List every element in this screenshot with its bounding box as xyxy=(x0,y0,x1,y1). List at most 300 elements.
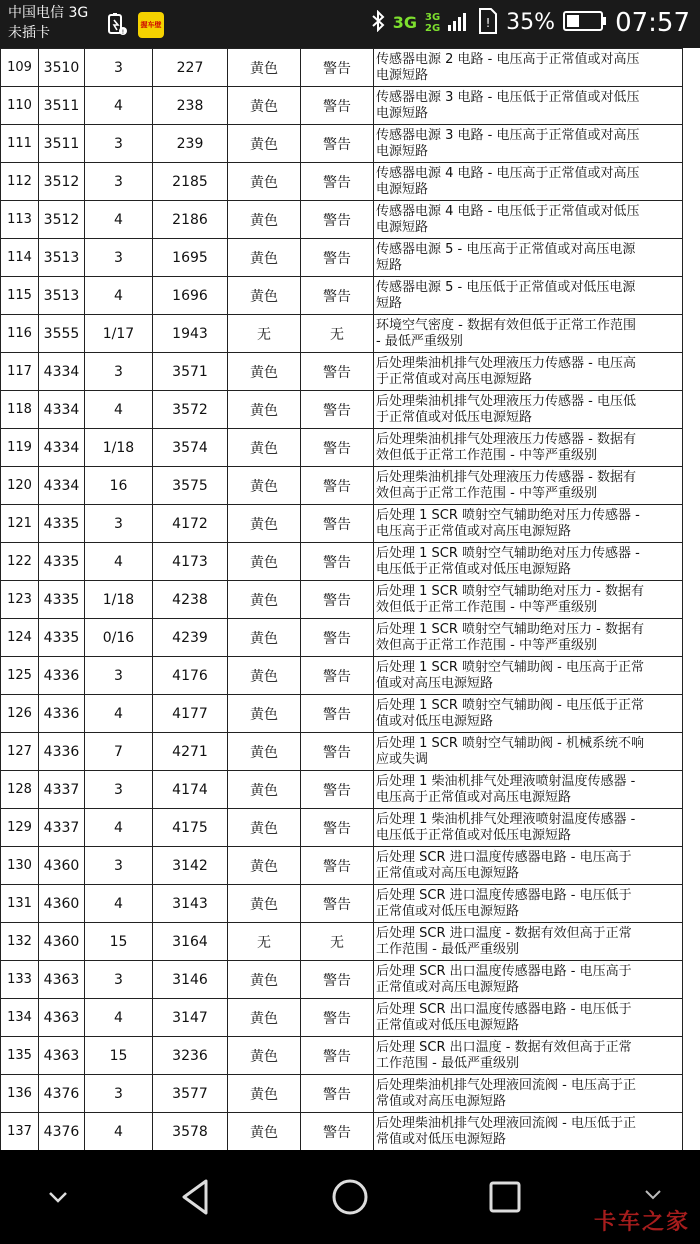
lamp-color-cell: 黄色 xyxy=(228,657,301,695)
lamp-color-cell: 黄色 xyxy=(228,391,301,429)
description-cell xyxy=(374,125,683,163)
description-line: 后处理 SCR 进口温度传感器电路 - 电压低于 xyxy=(376,887,632,903)
table-row xyxy=(1,201,683,239)
spn-cell: 4337 xyxy=(39,809,85,847)
lamp-color-cell: 黄色 xyxy=(228,581,301,619)
document-viewer[interactable] xyxy=(0,48,700,1150)
description-cell xyxy=(374,999,683,1037)
description-cell xyxy=(374,695,683,733)
spn-cell: 4363 xyxy=(39,961,85,999)
table-row xyxy=(1,885,683,923)
row-number-cell: 134 xyxy=(1,999,39,1037)
description-line: 效但高于正常工作范围 - 中等严重级别 xyxy=(376,637,597,653)
description-cell xyxy=(374,277,683,315)
table-row xyxy=(1,923,683,961)
description-line: 正常值或对低压电源短路 xyxy=(376,1017,520,1033)
fmi-cell: 3 xyxy=(85,49,153,87)
lamp-color-cell: 黄色 xyxy=(228,505,301,543)
fault-code-cell: 2185 xyxy=(153,163,228,201)
lamp-color-cell: 黄色 xyxy=(228,961,301,999)
spn-cell: 3512 xyxy=(39,201,85,239)
severity-cell: 警告 xyxy=(301,543,374,581)
description-cell xyxy=(374,353,683,391)
severity-cell: 警告 xyxy=(301,277,374,315)
row-number-cell: 133 xyxy=(1,961,39,999)
fault-code-cell: 3577 xyxy=(153,1075,228,1113)
fmi-cell: 3 xyxy=(85,771,153,809)
spn-cell: 4360 xyxy=(39,923,85,961)
spn-cell: 3512 xyxy=(39,163,85,201)
table-row xyxy=(1,391,683,429)
description-line: 值或对低压电源短路 xyxy=(376,713,494,729)
spn-cell: 3511 xyxy=(39,125,85,163)
spn-cell: 3555 xyxy=(39,315,85,353)
fmi-cell: 4 xyxy=(85,885,153,923)
description-line: 后处理 1 柴油机排气处理液喷射温度传感器 - xyxy=(376,811,636,827)
lamp-color-cell: 黄色 xyxy=(228,125,301,163)
spn-cell: 4334 xyxy=(39,353,85,391)
table-row xyxy=(1,847,683,885)
severity-cell: 警告 xyxy=(301,619,374,657)
fmi-cell: 1/17 xyxy=(85,315,153,353)
description-line: 传感器电源 5 - 电压高于正常值或对高压电源 xyxy=(376,241,636,257)
row-number-cell: 116 xyxy=(1,315,39,353)
fault-code-cell: 4176 xyxy=(153,657,228,695)
severity-cell: 警告 xyxy=(301,999,374,1037)
description-cell xyxy=(374,201,683,239)
row-number-cell: 117 xyxy=(1,353,39,391)
spn-cell: 4337 xyxy=(39,771,85,809)
fmi-cell: 3 xyxy=(85,163,153,201)
lamp-color-cell: 黄色 xyxy=(228,163,301,201)
description-line: 传感器电源 4 电路 - 电压低于正常值或对低压 xyxy=(376,203,640,219)
table-row xyxy=(1,467,683,505)
table-row xyxy=(1,353,683,391)
description-line: 应或失调 xyxy=(376,751,429,767)
table-row xyxy=(1,163,683,201)
fault-code-cell: 4177 xyxy=(153,695,228,733)
description-line: 后处理 SCR 出口温度传感器电路 - 电压低于 xyxy=(376,1001,632,1017)
description-line: 正常值或对高压电源短路 xyxy=(376,865,520,881)
row-number-cell: 123 xyxy=(1,581,39,619)
lamp-color-cell: 黄色 xyxy=(228,353,301,391)
description-cell xyxy=(374,315,683,353)
sim-status: 未插卡 xyxy=(8,25,50,41)
severity-cell: 警告 xyxy=(301,695,374,733)
row-number-cell: 120 xyxy=(1,467,39,505)
lamp-color-cell: 黄色 xyxy=(228,467,301,505)
description-line: 后处理 1 SCR 喷射空气辅助绝对压力 - 数据有 xyxy=(376,583,644,599)
description-line: 电压低于正常值或对低压电源短路 xyxy=(376,561,572,577)
carrier-name: 中国电信 3G xyxy=(8,5,89,21)
battery-icon xyxy=(563,10,607,36)
description-cell xyxy=(374,49,683,87)
fmi-cell: 4 xyxy=(85,543,153,581)
back-icon[interactable] xyxy=(170,1172,220,1222)
lamp-color-cell: 黄色 xyxy=(228,771,301,809)
fmi-cell: 3 xyxy=(85,847,153,885)
network-type: 3G xyxy=(392,13,417,32)
fault-code-cell: 3143 xyxy=(153,885,228,923)
table-row xyxy=(1,1113,683,1151)
fault-code-cell: 3575 xyxy=(153,467,228,505)
description-line: 值或对高压电源短路 xyxy=(376,675,494,691)
battery-percent: 35% xyxy=(506,10,556,35)
description-line: 后处理 1 SCR 喷射空气辅助阀 - 电压低于正常 xyxy=(376,697,644,713)
description-cell xyxy=(374,391,683,429)
description-line: 后处理 SCR 进口温度传感器电路 - 电压高于 xyxy=(376,849,632,865)
table-row xyxy=(1,49,683,87)
description-line: 后处理 1 SCR 喷射空气辅助绝对压力 - 数据有 xyxy=(376,621,644,637)
fault-code-cell: 4239 xyxy=(153,619,228,657)
lamp-color-cell: 黄色 xyxy=(228,277,301,315)
description-line: 传感器电源 5 - 电压低于正常值或对低压电源 xyxy=(376,279,636,295)
table-row xyxy=(1,543,683,581)
lamp-color-cell: 黄色 xyxy=(228,733,301,771)
lamp-color-cell: 黄色 xyxy=(228,87,301,125)
severity-cell: 警告 xyxy=(301,1075,374,1113)
row-number-cell: 129 xyxy=(1,809,39,847)
watermark: 卡车之家 xyxy=(593,1210,690,1235)
description-cell xyxy=(374,543,683,581)
lamp-color-cell: 黄色 xyxy=(228,999,301,1037)
sim-missing-icon xyxy=(478,7,498,39)
bluetooth-icon xyxy=(371,10,385,36)
description-line: 传感器电源 3 电路 - 电压高于正常值或对高压 xyxy=(376,127,640,143)
row-number-cell: 119 xyxy=(1,429,39,467)
fmi-cell: 4 xyxy=(85,277,153,315)
table-row xyxy=(1,657,683,695)
fmi-cell: 0/16 xyxy=(85,619,153,657)
fmi-cell: 3 xyxy=(85,505,153,543)
spn-cell: 4376 xyxy=(39,1075,85,1113)
description-cell xyxy=(374,163,683,201)
description-line: 电压高于正常值或对高压电源短路 xyxy=(376,789,572,805)
description-line: 短路 xyxy=(376,295,403,311)
recents-icon[interactable] xyxy=(480,1172,530,1222)
spn-cell: 4334 xyxy=(39,429,85,467)
severity-cell: 警告 xyxy=(301,201,374,239)
description-cell xyxy=(374,467,683,505)
row-number-cell: 137 xyxy=(1,1113,39,1151)
table-row xyxy=(1,239,683,277)
lamp-color-cell: 黄色 xyxy=(228,239,301,277)
table-row xyxy=(1,809,683,847)
table-row xyxy=(1,277,683,315)
severity-cell: 警告 xyxy=(301,353,374,391)
table-row xyxy=(1,87,683,125)
lamp-color-cell: 无 xyxy=(228,315,301,353)
severity-cell: 警告 xyxy=(301,505,374,543)
fault-code-cell: 4271 xyxy=(153,733,228,771)
fault-code-cell: 3142 xyxy=(153,847,228,885)
description-cell xyxy=(374,771,683,809)
severity-cell: 警告 xyxy=(301,125,374,163)
spn-cell: 4336 xyxy=(39,695,85,733)
description-line: 工作范围 - 最低严重级别 xyxy=(376,1055,519,1071)
fault-code-cell: 1696 xyxy=(153,277,228,315)
description-cell xyxy=(374,1037,683,1075)
lamp-color-cell: 黄色 xyxy=(228,885,301,923)
severity-cell: 警告 xyxy=(301,1037,374,1075)
description-cell xyxy=(374,505,683,543)
fault-code-cell: 3571 xyxy=(153,353,228,391)
row-number-cell: 126 xyxy=(1,695,39,733)
network-dual: 3G 2G xyxy=(424,12,441,34)
fmi-cell: 4 xyxy=(85,87,153,125)
row-number-cell: 118 xyxy=(1,391,39,429)
description-line: 电源短路 xyxy=(376,105,429,121)
table-row xyxy=(1,505,683,543)
severity-cell: 警告 xyxy=(301,163,374,201)
description-line: 常值或对低压电源短路 xyxy=(376,1131,507,1147)
severity-cell: 警告 xyxy=(301,771,374,809)
spn-cell: 4336 xyxy=(39,733,85,771)
row-number-cell: 110 xyxy=(1,87,39,125)
status-bar xyxy=(0,0,700,48)
description-line: 后处理 SCR 进口温度 - 数据有效但高于正常 xyxy=(376,925,632,941)
lamp-color-cell: 黄色 xyxy=(228,695,301,733)
lamp-color-cell: 黄色 xyxy=(228,809,301,847)
fault-code-cell: 4238 xyxy=(153,581,228,619)
fmi-cell: 3 xyxy=(85,353,153,391)
description-cell xyxy=(374,239,683,277)
lamp-color-cell: 黄色 xyxy=(228,619,301,657)
severity-cell: 警告 xyxy=(301,733,374,771)
description-cell xyxy=(374,885,683,923)
table-row xyxy=(1,315,683,353)
svg-text:!: ! xyxy=(485,16,491,30)
fault-code-cell: 4174 xyxy=(153,771,228,809)
fault-code-cell: 3578 xyxy=(153,1113,228,1151)
table-row xyxy=(1,695,683,733)
fault-code-cell: 1695 xyxy=(153,239,228,277)
description-cell xyxy=(374,809,683,847)
spn-cell: 4336 xyxy=(39,657,85,695)
fmi-cell: 7 xyxy=(85,733,153,771)
spn-cell: 4360 xyxy=(39,885,85,923)
table-row xyxy=(1,999,683,1037)
row-number-cell: 111 xyxy=(1,125,39,163)
row-number-cell: 136 xyxy=(1,1075,39,1113)
table-row xyxy=(1,1075,683,1113)
description-line: 后处理 1 SCR 喷射空气辅助绝对压力传感器 - xyxy=(376,507,640,523)
row-number-cell: 132 xyxy=(1,923,39,961)
lamp-color-cell: 无 xyxy=(228,923,301,961)
description-line: 后处理 SCR 出口温度传感器电路 - 电压高于 xyxy=(376,963,632,979)
description-cell xyxy=(374,847,683,885)
row-number-cell: 113 xyxy=(1,201,39,239)
description-line: 常值或对高压电源短路 xyxy=(376,1093,507,1109)
description-line: 后处理柴油机排气处理液压力传感器 - 数据有 xyxy=(376,431,636,447)
severity-cell: 警告 xyxy=(301,885,374,923)
description-cell xyxy=(374,87,683,125)
description-cell xyxy=(374,961,683,999)
lamp-color-cell: 黄色 xyxy=(228,847,301,885)
description-cell xyxy=(374,1075,683,1113)
fmi-cell: 4 xyxy=(85,201,153,239)
description-line: 后处理 1 SCR 喷射空气辅助绝对压力传感器 - xyxy=(376,545,640,561)
description-line: 后处理柴油机排气处理液回流阀 - 电压低于正 xyxy=(376,1115,636,1131)
fmi-cell: 15 xyxy=(85,923,153,961)
home-icon[interactable] xyxy=(325,1172,375,1222)
table-row xyxy=(1,733,683,771)
spn-cell: 3511 xyxy=(39,87,85,125)
description-line: 电源短路 xyxy=(376,143,429,159)
fault-code-table xyxy=(0,48,683,1150)
lamp-color-cell: 黄色 xyxy=(228,1075,301,1113)
spn-cell: 4376 xyxy=(39,1113,85,1151)
severity-cell: 警告 xyxy=(301,467,374,505)
description-line: 正常值或对低压电源短路 xyxy=(376,903,520,919)
fmi-cell: 3 xyxy=(85,961,153,999)
row-number-cell: 135 xyxy=(1,1037,39,1075)
description-line: 正常值或对高压电源短路 xyxy=(376,979,520,995)
description-line: 后处理 SCR 出口温度 - 数据有效但高于正常 xyxy=(376,1039,632,1055)
fault-code-cell: 2186 xyxy=(153,201,228,239)
lamp-color-cell: 黄色 xyxy=(228,1037,301,1075)
description-line: - 最低严重级别 xyxy=(376,333,463,349)
fmi-cell: 1/18 xyxy=(85,581,153,619)
severity-cell: 无 xyxy=(301,315,374,353)
spn-cell: 4363 xyxy=(39,999,85,1037)
description-cell xyxy=(374,581,683,619)
description-line: 后处理柴油机排气处理液回流阀 - 电压高于正 xyxy=(376,1077,636,1093)
description-line: 于正常值或对高压电源短路 xyxy=(376,371,533,387)
row-number-cell: 127 xyxy=(1,733,39,771)
description-line: 效但低于正常工作范围 - 中等严重级别 xyxy=(376,447,597,463)
severity-cell: 无 xyxy=(301,923,374,961)
fault-code-cell: 3147 xyxy=(153,999,228,1037)
fault-code-cell: 4172 xyxy=(153,505,228,543)
severity-cell: 警告 xyxy=(301,961,374,999)
description-line: 短路 xyxy=(376,257,403,273)
carrier-info xyxy=(8,3,88,43)
signal-icon xyxy=(448,11,470,35)
fmi-cell: 3 xyxy=(85,125,153,163)
severity-cell: 警告 xyxy=(301,809,374,847)
fault-code-cell: 227 xyxy=(153,49,228,87)
spn-cell: 3513 xyxy=(39,239,85,277)
description-line: 电源短路 xyxy=(376,219,429,235)
fault-code-cell: 3146 xyxy=(153,961,228,999)
description-line: 后处理柴油机排气处理液压力传感器 - 电压低 xyxy=(376,393,636,409)
severity-cell: 警告 xyxy=(301,429,374,467)
spn-cell: 4335 xyxy=(39,505,85,543)
fault-code-cell: 4173 xyxy=(153,543,228,581)
app-notification-icon: 握车壁 xyxy=(138,12,164,38)
spn-cell: 4334 xyxy=(39,467,85,505)
fault-code-cell: 239 xyxy=(153,125,228,163)
description-line: 环境空气密度 - 数据有效但低于正常工作范围 xyxy=(376,317,636,333)
description-line: 传感器电源 4 电路 - 电压高于正常值或对高压 xyxy=(376,165,640,181)
description-cell xyxy=(374,923,683,961)
fmi-cell: 1/18 xyxy=(85,429,153,467)
description-line: 工作范围 - 最低严重级别 xyxy=(376,941,519,957)
lamp-color-cell: 黄色 xyxy=(228,1113,301,1151)
spn-cell: 4335 xyxy=(39,543,85,581)
description-cell xyxy=(374,1113,683,1151)
description-line: 于正常值或对低压电源短路 xyxy=(376,409,533,425)
severity-cell: 警告 xyxy=(301,581,374,619)
spn-cell: 4363 xyxy=(39,1037,85,1075)
description-line: 后处理 1 柴油机排气处理液喷射温度传感器 - xyxy=(376,773,636,789)
fmi-cell: 4 xyxy=(85,999,153,1037)
description-cell xyxy=(374,733,683,771)
fmi-cell: 4 xyxy=(85,809,153,847)
fault-code-cell: 238 xyxy=(153,87,228,125)
table-row xyxy=(1,1037,683,1075)
fmi-cell: 15 xyxy=(85,1037,153,1075)
row-number-cell: 131 xyxy=(1,885,39,923)
description-line: 后处理柴油机排气处理液压力传感器 - 电压高 xyxy=(376,355,636,371)
description-line: 后处理柴油机排气处理液压力传感器 - 数据有 xyxy=(376,469,636,485)
spn-cell: 4360 xyxy=(39,847,85,885)
description-cell xyxy=(374,619,683,657)
clock: 07:57 xyxy=(615,8,690,38)
table-row xyxy=(1,771,683,809)
spn-cell: 4335 xyxy=(39,581,85,619)
table-row xyxy=(1,619,683,657)
status-right xyxy=(371,6,690,40)
severity-cell: 警告 xyxy=(301,657,374,695)
fmi-cell: 4 xyxy=(85,695,153,733)
severity-cell: 警告 xyxy=(301,239,374,277)
fault-code-cell: 4175 xyxy=(153,809,228,847)
fault-code-cell: 3164 xyxy=(153,923,228,961)
row-number-cell: 114 xyxy=(1,239,39,277)
row-number-cell: 121 xyxy=(1,505,39,543)
description-cell xyxy=(374,657,683,695)
lamp-color-cell: 黄色 xyxy=(228,49,301,87)
table-row xyxy=(1,961,683,999)
severity-cell: 警告 xyxy=(301,49,374,87)
lamp-color-cell: 黄色 xyxy=(228,543,301,581)
row-number-cell: 115 xyxy=(1,277,39,315)
spn-cell: 4335 xyxy=(39,619,85,657)
table-row xyxy=(1,429,683,467)
row-number-cell: 130 xyxy=(1,847,39,885)
fmi-cell: 4 xyxy=(85,391,153,429)
table-row xyxy=(1,581,683,619)
spn-cell: 4334 xyxy=(39,391,85,429)
description-line: 效但高于正常工作范围 - 中等严重级别 xyxy=(376,485,597,501)
description-line: 后处理 1 SCR 喷射空气辅助阀 - 机械系统不响 xyxy=(376,735,644,751)
row-number-cell: 122 xyxy=(1,543,39,581)
spn-cell: 3513 xyxy=(39,277,85,315)
severity-cell: 警告 xyxy=(301,1113,374,1151)
severity-cell: 警告 xyxy=(301,87,374,125)
svg-text:!: ! xyxy=(121,29,125,36)
lamp-color-cell: 黄色 xyxy=(228,201,301,239)
row-number-cell: 124 xyxy=(1,619,39,657)
description-line: 传感器电源 2 电路 - 电压高于正常值或对高压 xyxy=(376,51,640,67)
fault-code-cell: 1943 xyxy=(153,315,228,353)
description-line: 电压高于正常值或对高压电源短路 xyxy=(376,523,572,539)
chevron-down-icon[interactable] xyxy=(33,1172,83,1222)
battery-warning-icon xyxy=(104,12,128,36)
description-line: 电压低于正常值或对低压电源短路 xyxy=(376,827,572,843)
description-line: 后处理 1 SCR 喷射空气辅助阀 - 电压高于正常 xyxy=(376,659,644,675)
severity-cell: 警告 xyxy=(301,391,374,429)
fmi-cell: 4 xyxy=(85,1113,153,1151)
fmi-cell: 3 xyxy=(85,657,153,695)
fault-code-cell: 3572 xyxy=(153,391,228,429)
fmi-cell: 3 xyxy=(85,1075,153,1113)
description-cell xyxy=(374,429,683,467)
fmi-cell: 16 xyxy=(85,467,153,505)
row-number-cell: 109 xyxy=(1,49,39,87)
